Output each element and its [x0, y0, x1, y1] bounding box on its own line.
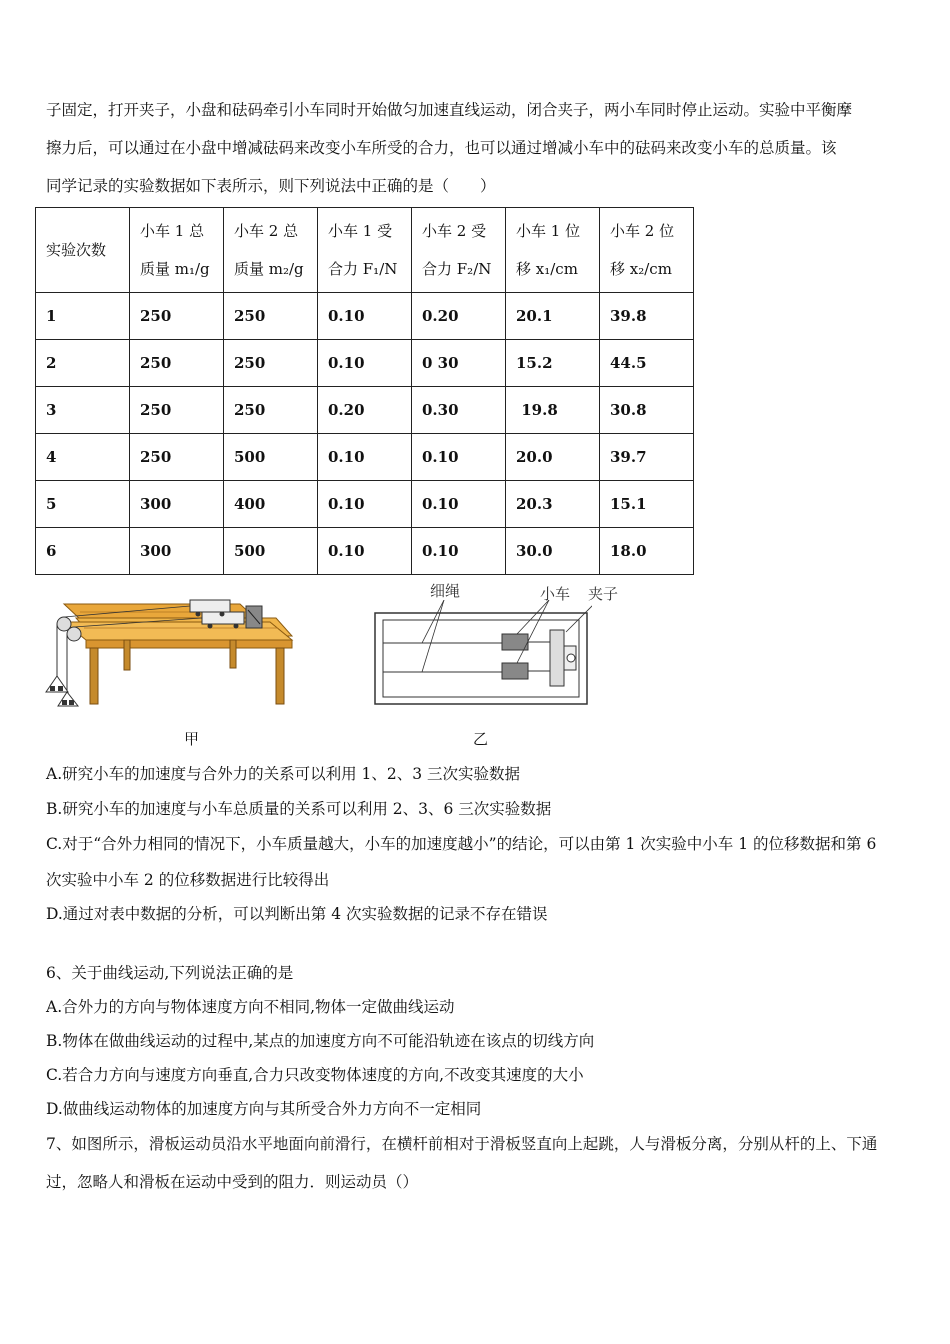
q7-line-2: 过，忽略人和滑板在运动中受到的阻力．则运动员（）	[46, 1173, 419, 1191]
table-row	[36, 434, 694, 481]
table-cell: 19.8	[506, 387, 600, 434]
q5-option-d: D.通过对表中数据的分析，可以判断出第 4 次实验数据的记录不存在错误	[46, 905, 548, 923]
table-leg	[276, 648, 284, 704]
q6-option-a: A.合外力的方向与物体速度方向不相同,物体一定做曲线运动	[46, 998, 455, 1016]
table-cell: 20.1	[506, 293, 600, 340]
intro-line-2: 擦力后，可以通过在小盘中增减砝码来改变小车所受的合力，也可以通过增减小车中的砝码来改变小车的总质量。该	[46, 139, 837, 157]
q7-line-1: 7、如图所示，滑板运动员沿水平地面向前滑行，在横杆前相对于滑板竖直向上起跳，人与滑板分离，分别从杆的上、下通	[46, 1135, 878, 1153]
table-edge	[86, 640, 292, 648]
label-cart: 小车	[540, 585, 571, 603]
table-cell: 400	[224, 481, 318, 528]
label-rope: 细绳	[430, 582, 461, 600]
pulley-icon	[67, 627, 81, 641]
table-cell: 250	[130, 387, 224, 434]
table-row	[36, 293, 694, 340]
table-cell: 4	[36, 434, 130, 481]
table-cell: 30.8	[600, 387, 694, 434]
table-cell: 0.20	[318, 387, 412, 434]
table-cell: 0.10	[412, 434, 506, 481]
table-cell: 0.10	[318, 293, 412, 340]
table-cell: 1	[36, 293, 130, 340]
table-cell: 0.10	[318, 340, 412, 387]
table-cell: 3	[36, 387, 130, 434]
header-cell: 小车 2 受 合力 F₂/N	[412, 208, 506, 293]
data-table	[35, 207, 694, 575]
table-cell: 39.8	[600, 293, 694, 340]
figure-caption-right: 乙	[473, 730, 489, 748]
table-cell: 250	[130, 434, 224, 481]
header-cell: 小车 1 总 质量 m₁/g	[130, 208, 224, 293]
table-row	[36, 340, 694, 387]
table-cell: 0.20	[412, 293, 506, 340]
table-cell: 250	[130, 340, 224, 387]
table-leg	[230, 640, 236, 668]
table-cell: 0.10	[412, 481, 506, 528]
cart-1	[190, 600, 230, 612]
table-cell: 2	[36, 340, 130, 387]
table-cell: 5	[36, 481, 130, 528]
header-cell: 小车 2 位 移 x₂/cm	[600, 208, 694, 293]
intro-line-3: 同学记录的实验数据如下表所示，则下列说法中正确的是（ ）	[46, 177, 496, 195]
table-cell: 0.10	[412, 528, 506, 575]
table-row	[36, 387, 694, 434]
table-leg	[90, 648, 98, 704]
table-cell: 250	[224, 293, 318, 340]
cart-1	[502, 634, 528, 650]
table-cell: 0.10	[318, 481, 412, 528]
header-cell: 小车 1 位 移 x₁/cm	[506, 208, 600, 293]
q5-option-c-line1: C.对于“合外力相同的情况下，小车质量越大，小车的加速度越小”的结论，可以由第 1 次实验中小车 1 的位移数据和第 6	[46, 835, 877, 853]
table-header-row	[36, 208, 694, 293]
weight-pan	[46, 676, 68, 692]
table-cell: 300	[130, 528, 224, 575]
table-cell: 250	[224, 340, 318, 387]
table-cell: 20.0	[506, 434, 600, 481]
q5-option-a: A.研究小车的加速度与合外力的关系可以利用 1、2、3 三次实验数据	[46, 765, 521, 783]
q6-option-c: C.若合力方向与速度方向垂直,合力只改变物体速度的方向,不改变其速度的大小	[46, 1066, 584, 1084]
table-cell: 20.3	[506, 481, 600, 528]
table-cell: 0.30	[412, 387, 506, 434]
table-cell: 0 30	[412, 340, 506, 387]
q6-option-d: D.做曲线运动物体的加速度方向与其所受合外力方向不一定相同	[46, 1100, 482, 1118]
table-row	[36, 481, 694, 528]
table-cell: 0.10	[318, 434, 412, 481]
label-clip: 夹子	[588, 585, 619, 603]
table-cell: 500	[224, 434, 318, 481]
apparatus-table-figure	[40, 592, 300, 710]
table-cell: 30.0	[506, 528, 600, 575]
table-cell: 500	[224, 528, 318, 575]
table-row	[36, 528, 694, 575]
table-cell: 250	[130, 293, 224, 340]
header-cell: 实验次数	[36, 208, 130, 293]
table-cell: 6	[36, 528, 130, 575]
table-cell: 0.10	[318, 528, 412, 575]
intro-line-1: 子固定，打开夹子，小盘和砝码牵引小车同时开始做匀加速直线运动，闭合夹子，两小车同时停止运动。实验中平衡摩	[46, 101, 853, 119]
clip	[550, 630, 564, 686]
q6-option-b: B.物体在做曲线运动的过程中,某点的加速度方向不可能沿轨迹在该点的切线方向	[46, 1032, 595, 1050]
q5-option-b: B.研究小车的加速度与小车总质量的关系可以利用 2、3、6 三次实验数据	[46, 800, 552, 818]
top-view-figure	[372, 600, 592, 708]
table-cell: 15.2	[506, 340, 600, 387]
table-leg	[124, 640, 130, 670]
table-cell: 250	[224, 387, 318, 434]
weight-pan	[58, 692, 78, 706]
table-cell: 18.0	[600, 528, 694, 575]
q6-stem: 6、关于曲线运动,下列说法正确的是	[46, 964, 294, 982]
header-cell: 小车 2 总 质量 m₂/g	[224, 208, 318, 293]
figure-caption-left: 甲	[184, 730, 200, 748]
table-cell: 300	[130, 481, 224, 528]
header-cell: 小车 1 受 合力 F₁/N	[318, 208, 412, 293]
cart-2	[502, 663, 528, 679]
table-cell: 15.1	[600, 481, 694, 528]
table-cell: 44.5	[600, 340, 694, 387]
table-cell: 39.7	[600, 434, 694, 481]
q5-option-c-line2: 次实验中小车 2 的位移数据进行比较得出	[46, 871, 330, 889]
